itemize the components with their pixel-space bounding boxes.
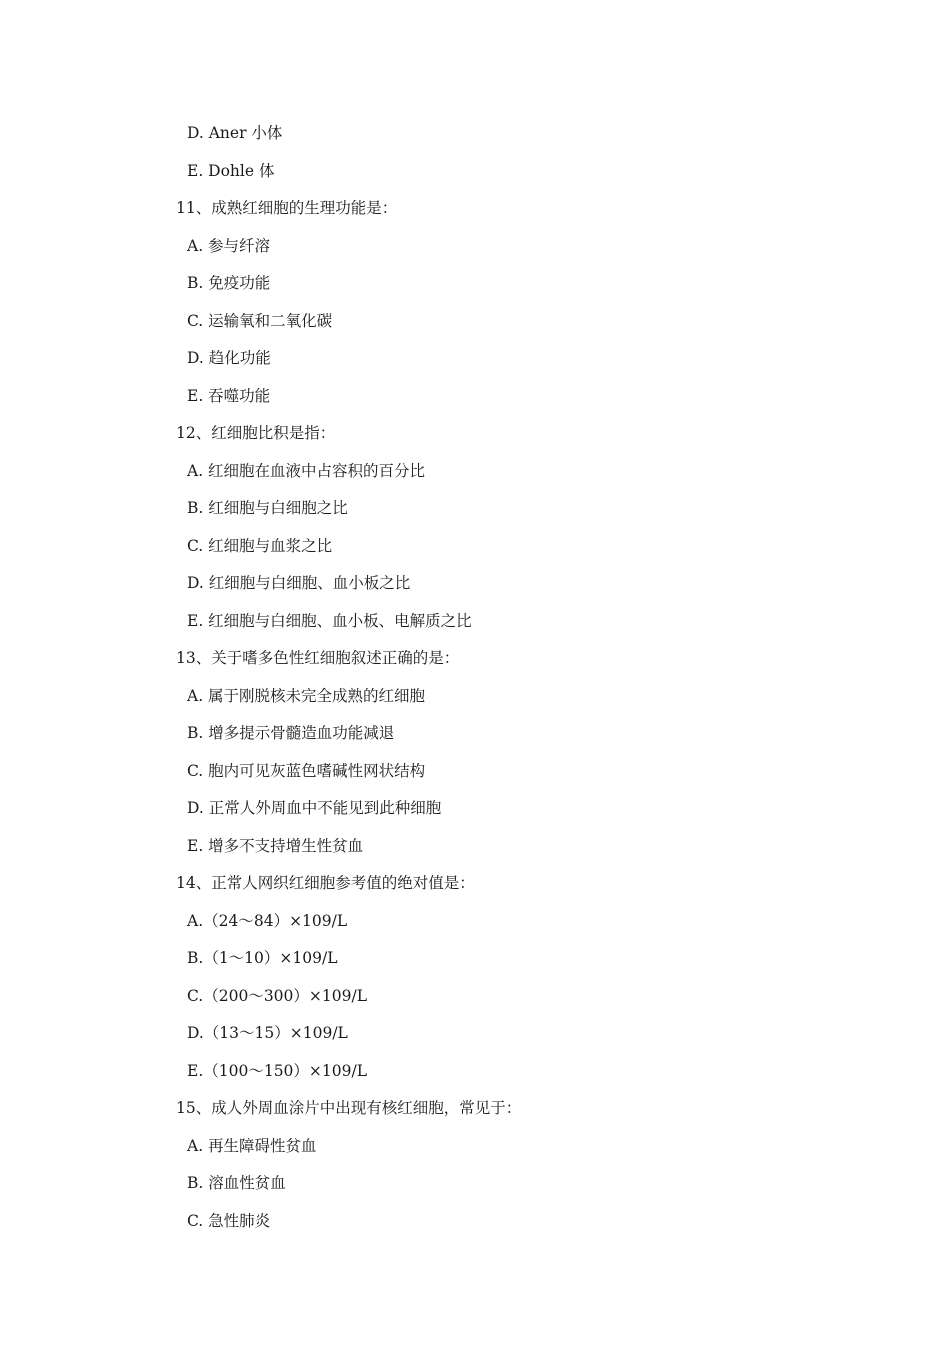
question-list <box>0 118 952 1243</box>
option-12-e: E. 红细胞与白细胞、血小板、电解质之比 <box>187 611 472 630</box>
option-14-a: A.（24～84）×109/L <box>187 911 348 930</box>
option-13-c: C. 胞内可见灰蓝色嗜碱性网状结构 <box>187 761 426 780</box>
option-11-e: E. 吞噬功能 <box>187 386 271 405</box>
option-13-a: A. 属于刚脱核未完全成熟的红细胞 <box>187 686 426 705</box>
question-15: 15、成人外周血涂片中出现有核红细胞，常见于： <box>176 1099 522 1117</box>
option-12-d: D. 红细胞与白细胞、血小板之比 <box>187 574 411 592</box>
option-15-a: A. 再生障碍性贫血 <box>187 1136 317 1155</box>
option-12-c: C. 红细胞与血浆之比 <box>187 536 333 555</box>
option-11-d: D. 趋化功能 <box>187 349 271 367</box>
option-14-d: D.（13～15）×109/L <box>187 1024 348 1042</box>
option-11-b: B. 免疫功能 <box>187 274 271 292</box>
option-12-a: A. 红细胞在血液中占容积的百分比 <box>187 461 426 480</box>
option-13-b: B. 增多提示骨髓造血功能减退 <box>187 724 395 742</box>
option-13-e: E. 增多不支持增生性贫血 <box>187 836 364 855</box>
option-10-d: D. Aner 小体 <box>187 124 283 142</box>
option-11-c: C. 运输氧和二氧化碳 <box>187 311 333 330</box>
question-13: 13、关于嗜多色性红细胞叙述正确的是： <box>176 649 460 667</box>
option-15-b: B. 溶血性贫血 <box>187 1174 286 1192</box>
option-14-b: B.（1～10）×109/L <box>187 949 338 967</box>
option-10-e: E. Dohle 体 <box>187 161 275 180</box>
option-14-c: C.（200～300）×109/L <box>187 986 367 1005</box>
option-14-e: E.（100～150）×109/L <box>187 1061 367 1080</box>
option-12-b: B. 红细胞与白细胞之比 <box>187 499 348 517</box>
option-11-a: A. 参与纤溶 <box>187 236 271 255</box>
question-14: 14、正常人网织红细胞参考值的绝对值是： <box>176 874 475 892</box>
option-15-c: C. 急性肺炎 <box>187 1211 271 1230</box>
question-12: 12、红细胞比积是指： <box>176 424 336 442</box>
question-11: 11、成熟红细胞的生理功能是： <box>176 199 398 217</box>
option-13-d: D. 正常人外周血中不能见到此种细胞 <box>187 799 442 817</box>
